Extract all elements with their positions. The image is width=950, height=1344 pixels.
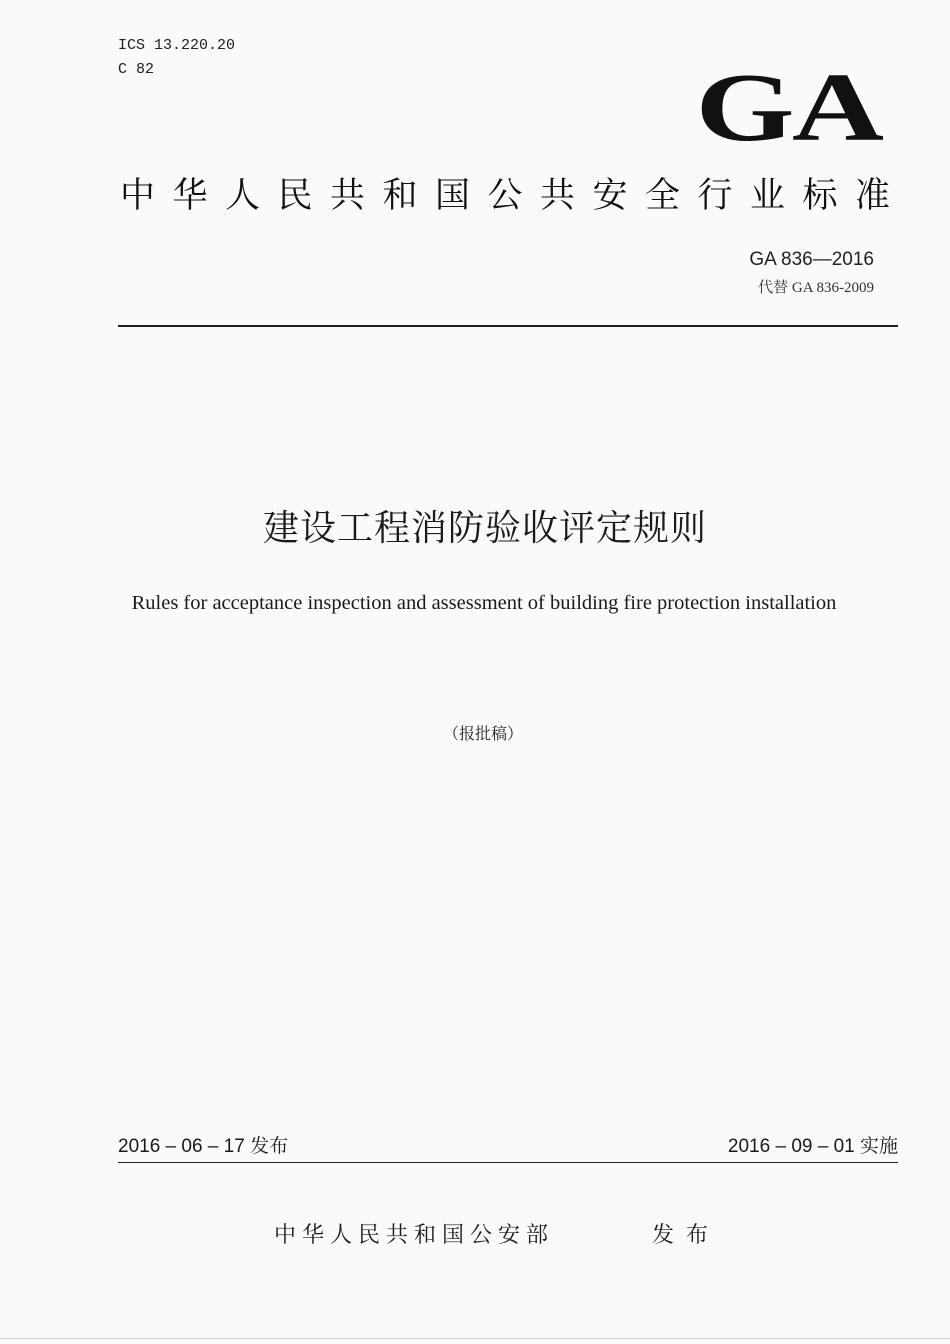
draft-note: （报批稿） [442, 724, 523, 743]
issuing-ministry: 中华人民共和国公安部 [274, 1223, 555, 1248]
page-bottom-edge [0, 1338, 950, 1339]
ga-logo: GA [695, 54, 882, 162]
document-title-english: Rules for acceptance inspection and assessment of building fire protection installation [131, 592, 837, 614]
document-title-chinese-text: 建设工程消防验收评定规则 [262, 508, 707, 549]
ccs-code: C 82 [118, 61, 155, 78]
issue-date: 2016 – 06 – 17 发布 [118, 1136, 289, 1157]
standard-number: GA 836—2016 [749, 249, 874, 270]
replaces-standard: 代替 GA 836-2009 [758, 280, 874, 296]
publish-label: 发布 [652, 1223, 721, 1248]
ics-code: ICS 13.220.20 [118, 37, 236, 54]
header-divider [118, 325, 898, 327]
agency-title: 中华人民共和国公共安全行业标准 [120, 176, 908, 216]
footer-divider [118, 1162, 898, 1163]
document-title-chinese [0, 502, 950, 556]
implementation-date: 2016 – 09 – 01 实施 [727, 1136, 898, 1157]
classification-codes [118, 34, 235, 82]
